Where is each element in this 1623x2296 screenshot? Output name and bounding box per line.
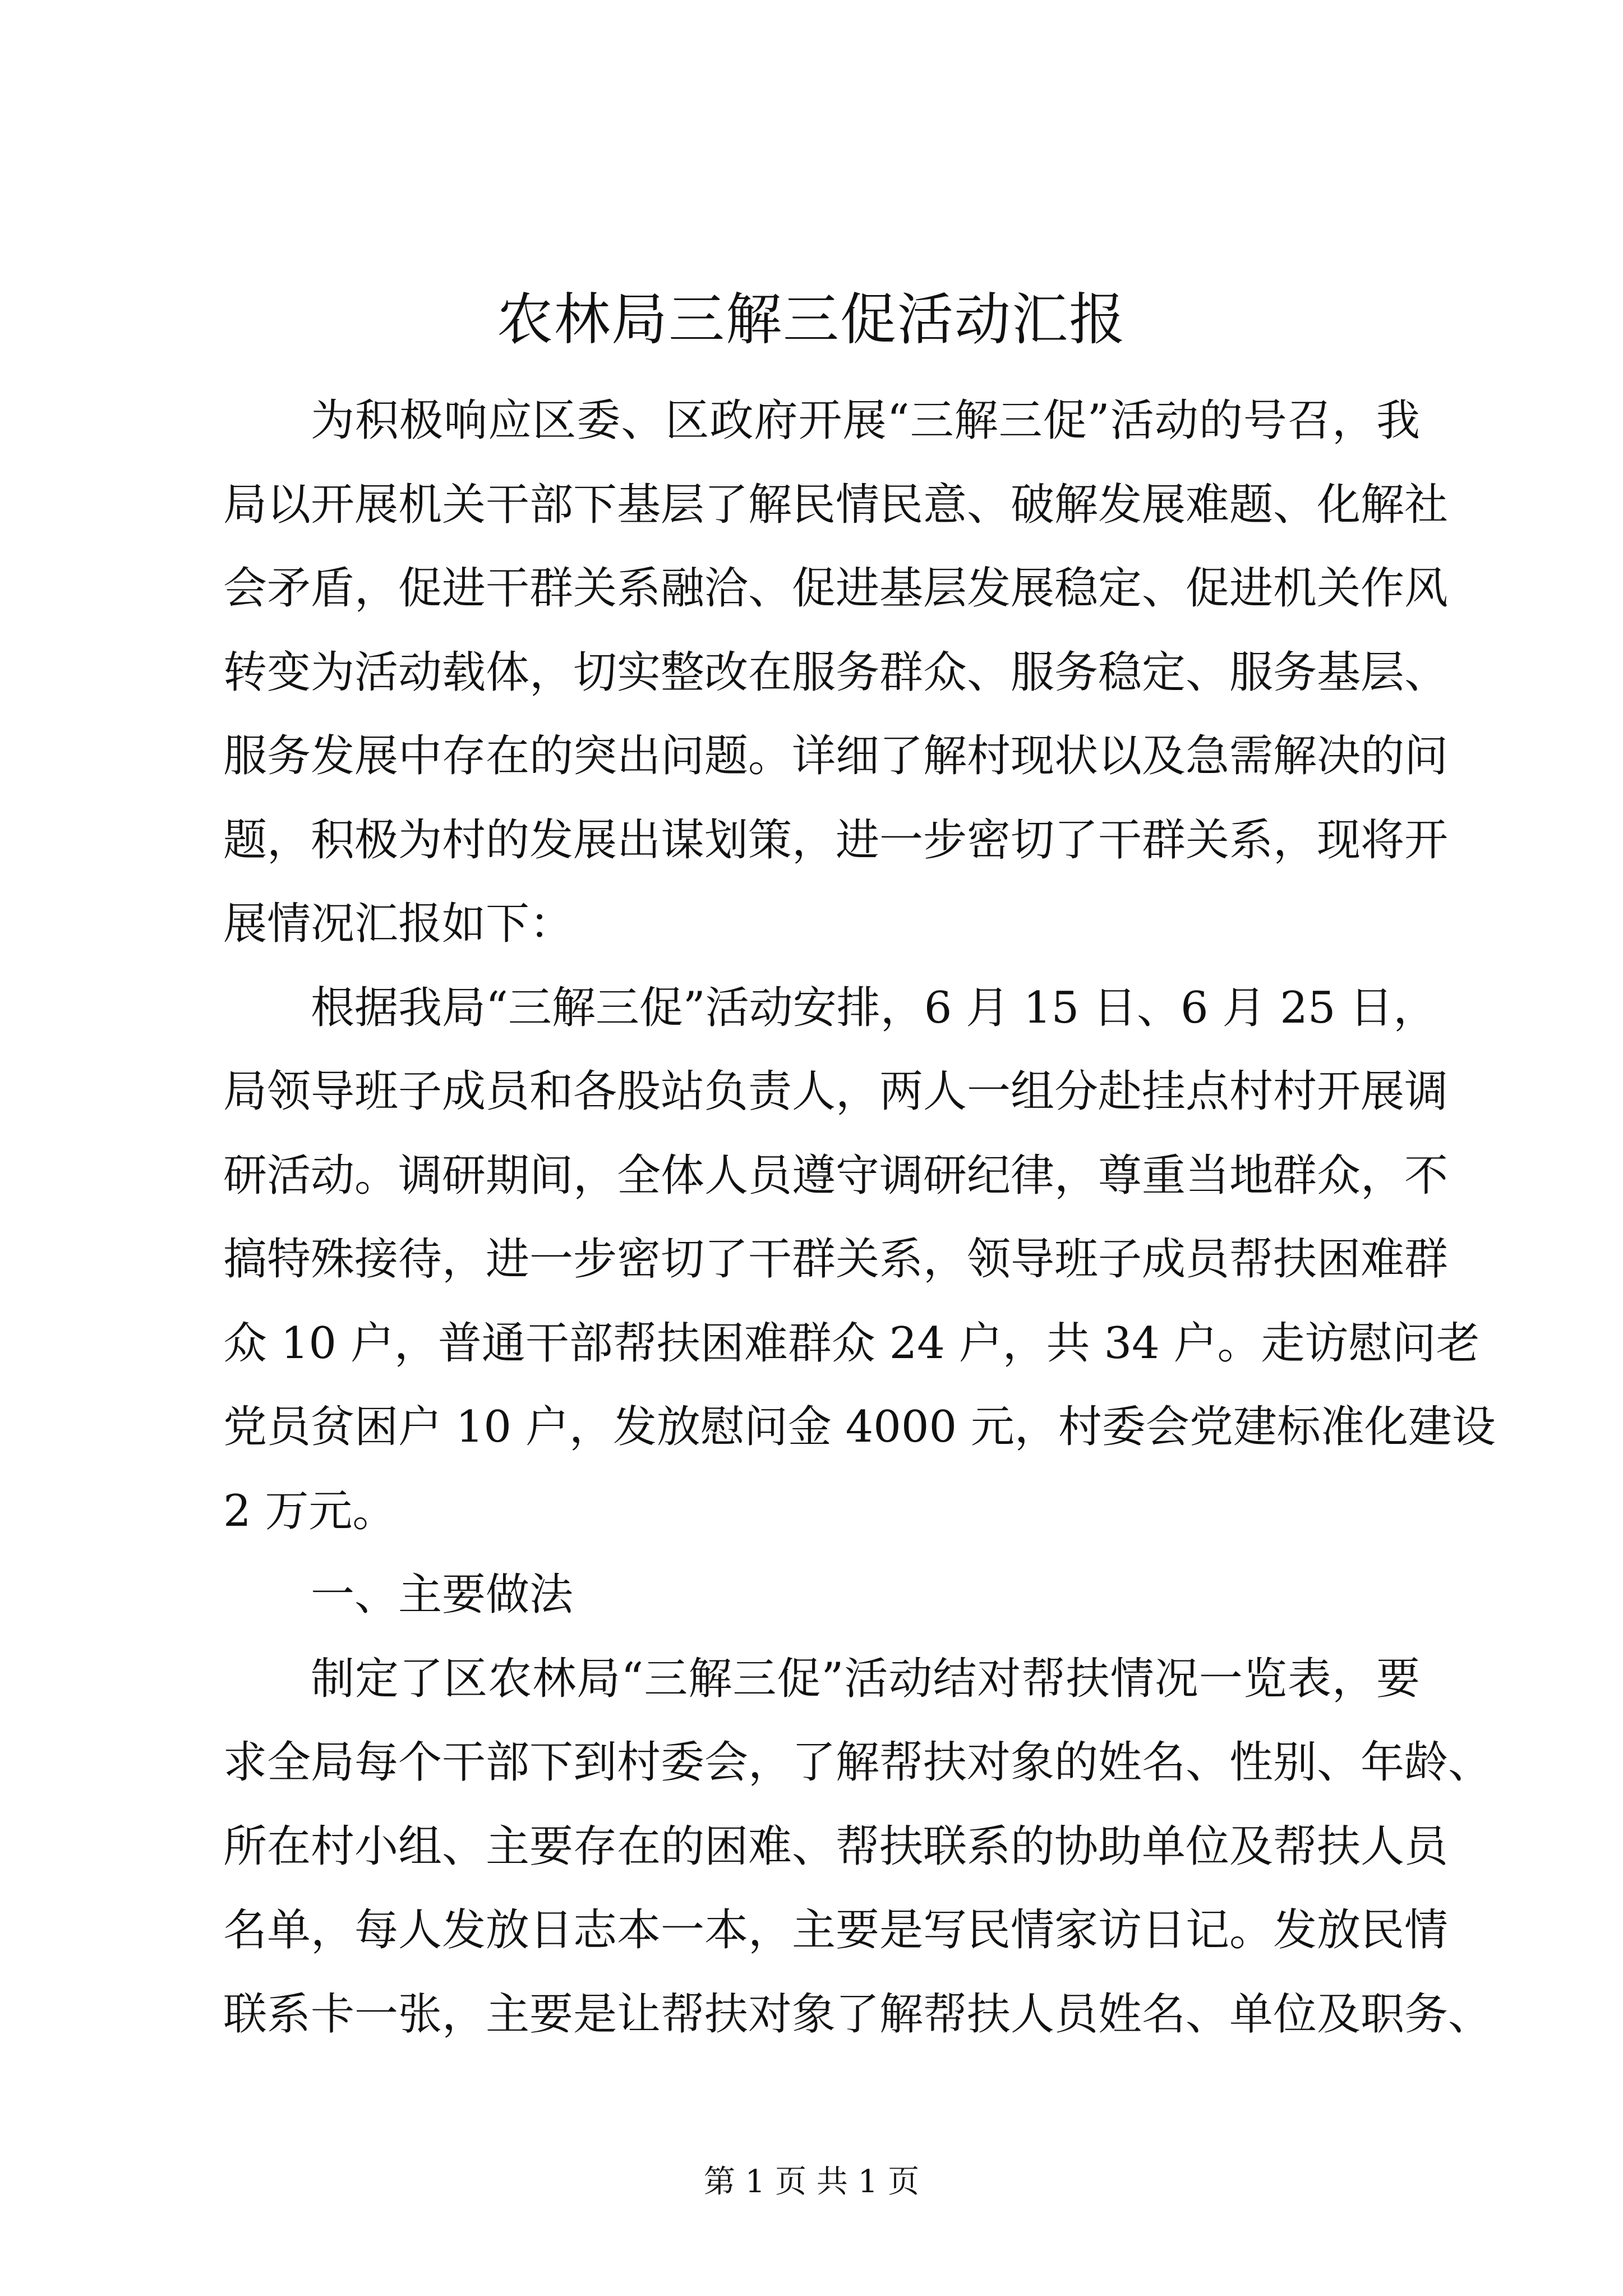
text-line: 局以开展机关干部下基层了解民情民意、破解发展难题、化解社 [223, 479, 1449, 530]
text-line: 搞特殊接待，进一步密切了干群关系，领导班子成员帮扶困难群 [223, 1234, 1449, 1285]
text-line: 局领导班子成员和各股站负责人，两人一组分赴挂点村村开展调 [223, 1066, 1449, 1117]
page-footer: 第 1 页 共 1 页 [703, 2164, 920, 2200]
document-body [223, 379, 1496, 2056]
text-line: 为积极响应区委、区政府开展“三解三促”活动的号召，我 [311, 395, 1420, 446]
paragraph-intro [223, 379, 1449, 967]
text-line: 根据我局“三解三促”活动安排，6 月 15 日、6 月 25 日， [311, 982, 1437, 1033]
text-line: 2 万元。 [223, 1485, 396, 1536]
document-title: 农林局三解三促活动汇报 [497, 287, 1126, 352]
text-line: 名单，每人发放日志本一本，主要是写民情家访日记。发放民情 [223, 1905, 1449, 1955]
text-line: 联系卡一张，主要是让帮扶对象了解帮扶人员姓名、单位及职务、 [223, 1989, 1492, 2040]
text-line: 党员贫困户 10 户，发放慰问金 4000 元，村委会党建标准化建设 [223, 1402, 1496, 1452]
text-line: 服务发展中存在的突出问题。详细了解村现状以及急需解决的问 [223, 731, 1449, 781]
text-line: 众 10 户，普通干部帮扶困难群众 24 户，共 34 户。走访慰问老 [223, 1318, 1480, 1369]
text-line: 会矛盾，促进干群关系融洽、促进基层发展稳定、促进机关作风 [223, 563, 1449, 614]
paragraph-activity [223, 967, 1496, 1554]
text-line: 制定了区农林局“三解三促”活动结对帮扶情况一览表，要 [311, 1653, 1420, 1704]
text-line: 求全局每个干部下到村委会，了解帮扶对象的姓名、性别、年龄、 [223, 1737, 1492, 1788]
section-heading [223, 1553, 1420, 1637]
heading-text: 一、主要做法 [311, 1570, 574, 1620]
text-line: 所在村小组、主要存在的困难、帮扶联系的协助单位及帮扶人员 [223, 1821, 1449, 1872]
paragraph-methods [223, 1637, 1492, 2057]
text-line: 题，积极为村的发展出谋划策，进一步密切了干群关系，现将开 [223, 815, 1449, 866]
text-line: 研活动。调研期间，全体人员遵守调研纪律，尊重当地群众，不 [223, 1150, 1449, 1201]
text-line: 展情况汇报如下： [223, 899, 574, 949]
text-line: 转变为活动载体，切实整改在服务群众、服务稳定、服务基层、 [223, 647, 1449, 698]
